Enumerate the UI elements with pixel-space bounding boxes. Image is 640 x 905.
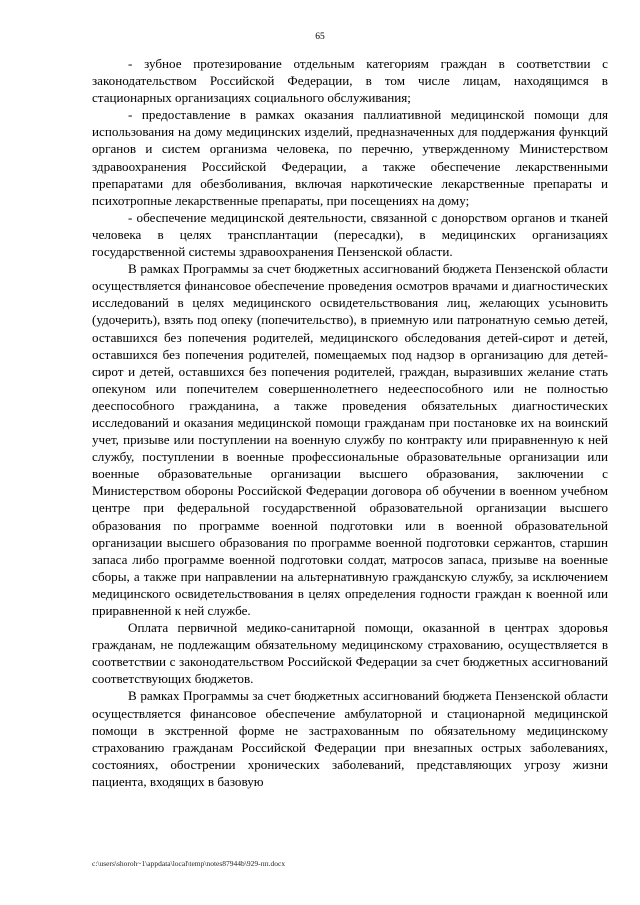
paragraph-dental-prosthetics: - зубное протезирование отдельным категориям граждан в соответствии с законодательством Российской Федерации, в том числе лицам, находящимся в стационарных организациях социального обслуживания; bbox=[92, 56, 608, 106]
paragraph-emergency-care: В рамках Программы за счет бюджетных ассигнований бюджета Пензенской области осуществляется финансовое обеспечение амбулаторной и стационарной медицинской помощи в экстренной форме не застрахованным по обязательному медицинскому страхованию гражданам Российской Федерации при внезапных острых заболеваниях, состояниях, обострении хронических заболеваний, представляющих угрозу жизни пациента, входящих в базовую bbox=[92, 688, 608, 789]
paragraph-medical-examinations: В рамках Программы за счет бюджетных ассигнований бюджета Пензенской области осуществляется финансовое обеспечение проведения осмотров врачами и диагностических исследований в целях медицинского освидетельствования лиц, желающих усыновить (удочерить), взять под опеку (попечительство), в приемную или патронатную семью детей, оставшихся без попечения родителей, медицинского обследования детей-сирот и детей, оставшихся без попечения родителей, помещаемых под надзор в организацию для детей-сирот и детей, оставшихся без попечения родителей, граждан, выразивших желание стать опекуном или попечителем совершеннолетнего недееспособного или не полностью дееспособного гражданина, а также проведения обязательных диагностических исследований и оказания медицинской помощи гражданам при постановке их на воинский учет, призыве или поступлении на военную службу по контракту или приравненную к ней службу, поступлении в военные профессиональные образовательные организации или военные образовательные организации высшего образования, заключении с Министерством обороны Российской Федерации договора об обучении в военном учебном центре при федеральной государственной образовательной организации высшего образования по программе военной подготовки или в военной образовательной организации высшего образования по программе военной подготовки сержантов, старшин запаса либо программе военной подготовки солдат, матросов запаса, призыве на военные сборы, а также при направлении на альтернативную гражданскую службу, за исключением медицинского освидетельствования в целях определения годности граждан к военной или приравненной к ней службе. bbox=[92, 261, 608, 618]
footer-file-path: c:\users\shoroh~1\appdata\local\temp\notes87944b\929-пп.docx bbox=[92, 859, 286, 868]
document-body bbox=[92, 55, 608, 790]
paragraph-palliative-care: - предоставление в рамках оказания паллиативной медицинской помощи для использования на дому медицинских изделий, предназначенных для поддержания функций органов и систем организма человека, по перечню, утвержденному Министерством здравоохранения Российской Федерации, а также обеспечение лекарственными препаратами для обезболивания, включая наркотические лекарственные препараты и психотропные лекарственные препараты, при посещениях на дому; bbox=[92, 107, 608, 208]
paragraph-health-centers: Оплата первичной медико-санитарной помощи, оказанной в центрах здоровья гражданам, не подлежащим обязательному медицинскому страхованию, осуществляется в соответствии с законодательством Российской Федерации за счет бюджетных ассигнований соответствующих бюджетов. bbox=[92, 620, 608, 687]
paragraph-organ-donation: - обеспечение медицинской деятельности, связанной с донорством органов и тканей человека в целях трансплантации (пересадки), в медицинских организациях государственной системы здравоохранения Пензенской области. bbox=[92, 209, 608, 260]
page-number: 65 bbox=[315, 32, 325, 42]
